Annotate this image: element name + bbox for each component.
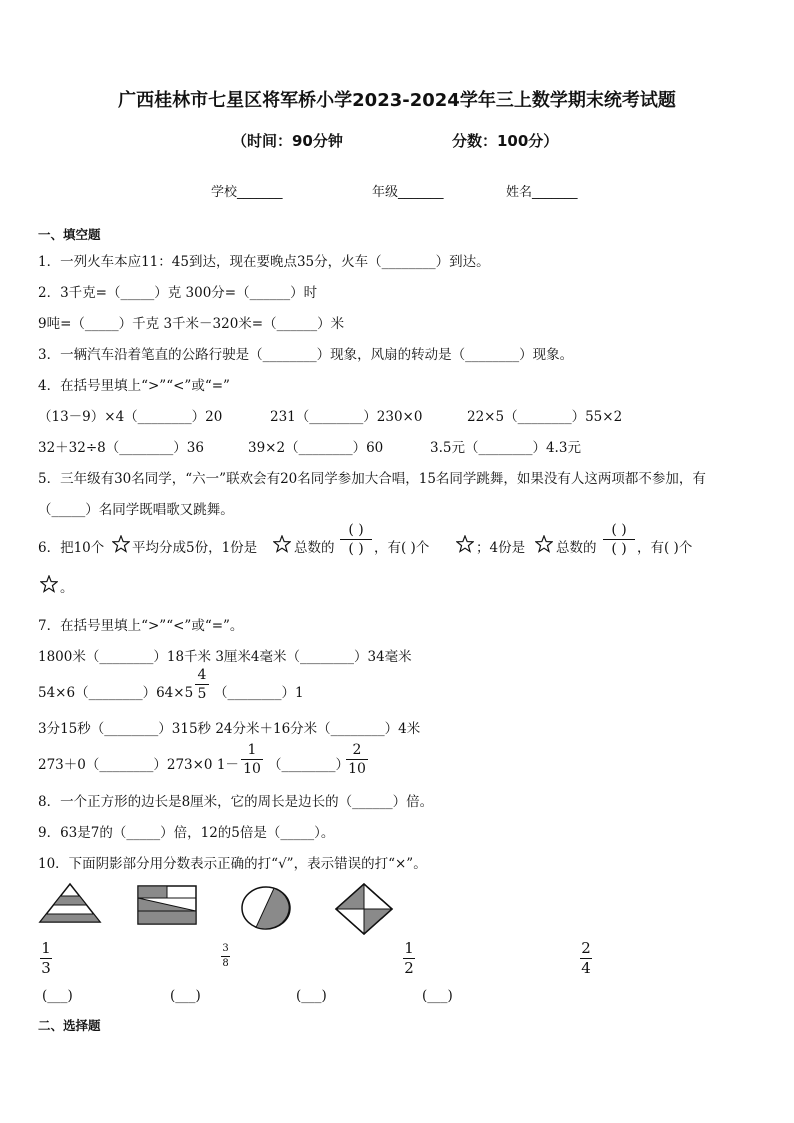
star-outline-icon bbox=[535, 535, 553, 553]
question-6-part: 平均分成5份，1份是 bbox=[132, 540, 258, 556]
star-outline-icon bbox=[40, 575, 58, 593]
question-1: 1．一列火车本应11：45到达，现在要晚点35分，火车（________）到达。 bbox=[38, 254, 490, 270]
time-info: （时间：90分钟 bbox=[232, 132, 343, 150]
question-4-item: 231（________）230×0 bbox=[270, 409, 423, 425]
question-6-part: ，有( )个 bbox=[637, 540, 693, 556]
question-7-row: 54×6（________）64×5 bbox=[38, 685, 194, 701]
answer-blank[interactable]: (___) bbox=[170, 988, 201, 1004]
star-outline-icon bbox=[112, 535, 130, 553]
question-7-row: 273＋0（________）273×0 1－ bbox=[38, 757, 239, 773]
fraction-2-4: 2 4 bbox=[581, 939, 591, 977]
question-7-row: （________）1 bbox=[214, 685, 304, 701]
diamond-shape bbox=[334, 882, 394, 936]
question-4-item: （13－9）×4（________）20 bbox=[38, 409, 223, 425]
star-outline-icon bbox=[456, 535, 474, 553]
section-choice-title: 二、选择题 bbox=[38, 1018, 101, 1033]
question-4-item: 22×5（________）55×2 bbox=[467, 409, 623, 425]
question-7-row: 3分15秒（________）315秒 24分米＋16分米（________）4米 bbox=[38, 721, 421, 737]
fraction-2-10: 2 10 bbox=[346, 743, 368, 776]
question-2a: 2．3千克=（_____）克 300分=（______）时 bbox=[38, 285, 318, 301]
page-title: 广西桂林市七星区将军桥小学2023-2024学年三上数学期末统考试题 bbox=[118, 90, 676, 111]
answer-blank[interactable]: (___) bbox=[422, 988, 453, 1004]
fraction-1-10: 1 10 bbox=[241, 743, 263, 776]
answer-blank[interactable]: (___) bbox=[42, 988, 73, 1004]
fraction-blank[interactable]: ( ) ( ) bbox=[340, 523, 372, 556]
question-6-part: 总数的 bbox=[294, 540, 335, 556]
fraction-3-8: 3 8 bbox=[222, 943, 229, 969]
fraction-1-2: 1 2 bbox=[404, 939, 414, 977]
rectangle-shape bbox=[137, 885, 197, 925]
question-5b: （_____）名同学既唱歌又跳舞。 bbox=[38, 502, 234, 518]
name-field[interactable]: 姓名_______ bbox=[506, 185, 578, 200]
circle-shape bbox=[240, 885, 292, 931]
fraction-4-5: 4 5 bbox=[195, 668, 209, 701]
question-6-part: ，有( )个 bbox=[374, 540, 430, 556]
section-fill-title: 一、填空题 bbox=[38, 227, 101, 242]
question-9: 9．63是7的（_____）倍，12的5倍是（_____）。 bbox=[38, 825, 335, 841]
fraction-blank[interactable]: ( ) ( ) bbox=[603, 523, 635, 556]
question-10: 10．下面阴影部分用分数表示正确的打“√”，表示错误的打“×”。 bbox=[38, 856, 427, 872]
question-6-part: 6．把10个 bbox=[38, 540, 105, 556]
question-6-part: ；4份是 bbox=[476, 540, 526, 556]
star-outline-icon bbox=[273, 535, 291, 553]
question-2b: 9吨=（_____）千克 3千米－320米=（______）米 bbox=[38, 316, 345, 332]
question-7-row: （________） bbox=[268, 757, 349, 773]
question-7-row: 1800米（________）18千米 3厘米4毫米（________）34毫米 bbox=[38, 649, 412, 665]
fraction-1-3: 1 3 bbox=[41, 939, 51, 977]
question-5a: 5．三年级有30名同学，“六一”联欢会有20名同学参加大合唱，15名同学跳舞，如果没有人这两项都不参加，有 bbox=[38, 471, 706, 487]
score-info: 分数：100分） bbox=[452, 132, 559, 150]
question-4-item: 32＋32÷8（________）36 bbox=[38, 440, 204, 456]
question-4-item: 39×2（________）60 bbox=[248, 440, 384, 456]
question-4: 4．在括号里填上“>”“<”或“=” bbox=[38, 378, 230, 394]
question-6-part: 总数的 bbox=[556, 540, 597, 556]
question-6-part: 。 bbox=[60, 580, 74, 596]
question-3: 3．一辆汽车沿着笔直的公路行驶是（________）现象，风扇的转动是（________）现象。 bbox=[38, 347, 574, 363]
question-8: 8．一个正方形的边长是8厘米，它的周长是边长的（______）倍。 bbox=[38, 794, 434, 810]
grade-field[interactable]: 年级_______ bbox=[372, 185, 444, 200]
answer-blank[interactable]: (___) bbox=[296, 988, 327, 1004]
school-field[interactable]: 学校_______ bbox=[211, 185, 283, 200]
question-4-item: 3.5元（________）4.3元 bbox=[430, 440, 581, 456]
triangle-shape bbox=[38, 882, 102, 924]
question-7: 7．在括号里填上“>”“<”或“=”。 bbox=[38, 618, 244, 634]
